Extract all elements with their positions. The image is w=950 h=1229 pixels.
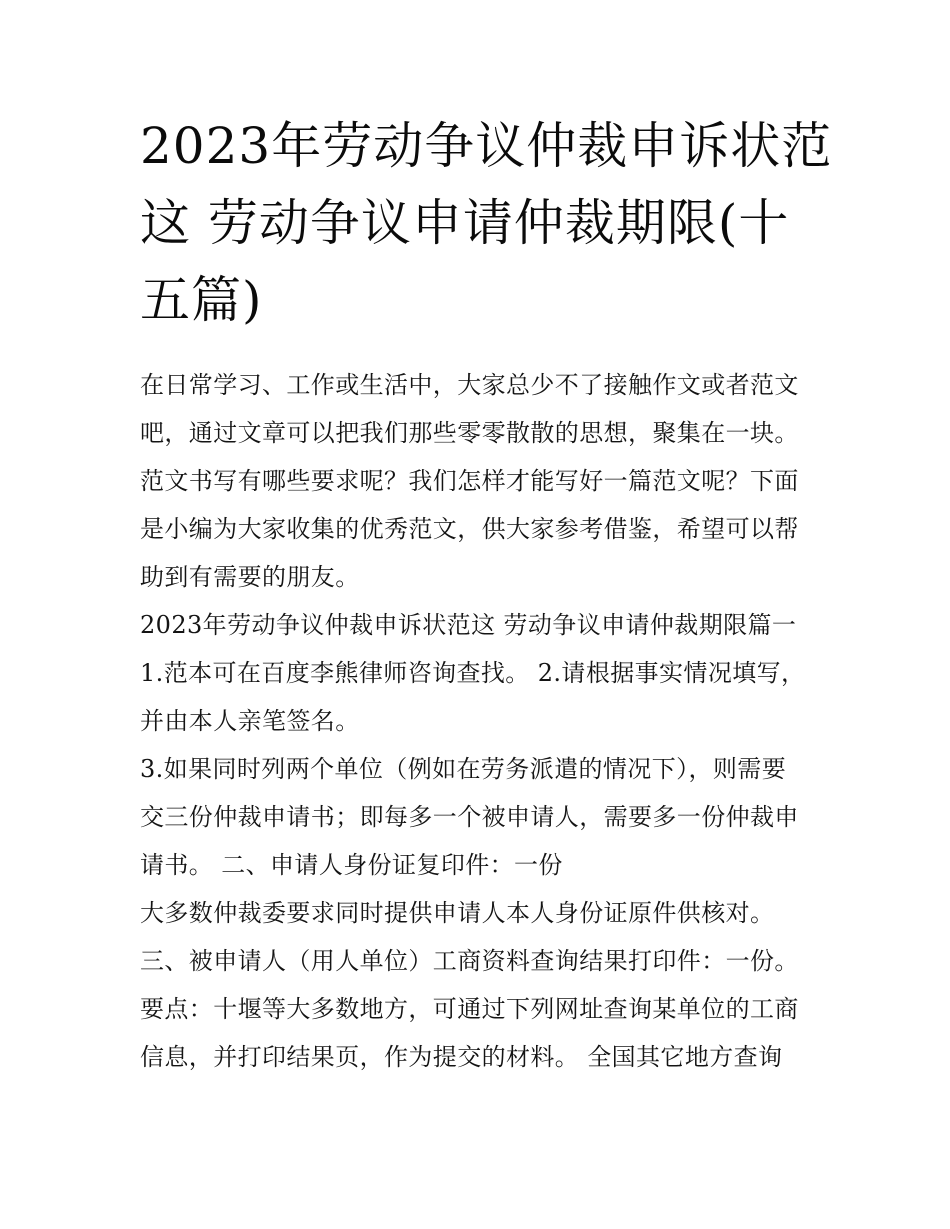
body-line: 并由本人亲笔签名。: [140, 707, 360, 735]
section-heading: 2023年劳动争议仲裁申诉状范这 劳动争议申请仲裁期限篇一: [140, 611, 797, 639]
body-line: 交三份仲裁申请书；即每多一个被申请人，需要多一份仲裁申: [140, 803, 799, 831]
title-line: 2023年劳动争议仲裁申诉状范: [140, 117, 833, 175]
body-line: 要点：十堰等大多数地方，可通过下列网址查询某单位的工商: [140, 995, 799, 1023]
title-line: 五篇): [140, 271, 263, 329]
title-line: 这 劳动争议申请仲裁期限(十: [140, 194, 790, 252]
body-line: 范文书写有哪些要求呢？我们怎样才能写好一篇范文呢？下面: [140, 467, 799, 495]
body-line: 1.范本可在百度李熊律师咨询查找。 2.请根据事实情况填写，: [140, 659, 806, 687]
body-line: 三、被申请人（用人单位）工商资料查询结果打印件：一份。: [140, 947, 799, 975]
document-title: [140, 108, 833, 339]
body-line: 3.如果同时列两个单位（例如在劳务派遣的情况下），则需要: [140, 755, 787, 783]
body-line: 信息，并打印结果页，作为提交的材料。 全国其它地方查询: [140, 1043, 783, 1071]
body-line: 请书。 二、申请人身份证复印件：一份: [140, 851, 563, 879]
document-body: [140, 361, 820, 1081]
body-line: 是小编为大家收集的优秀范文，供大家参考借鉴，希望可以帮: [140, 515, 799, 543]
body-line: 在日常学习、工作或生活中，大家总少不了接触作文或者范文: [140, 371, 799, 399]
body-line: 大多数仲裁委要求同时提供申请人本人身份证原件供核对。: [140, 899, 775, 927]
body-line: 吧，通过文章可以把我们那些零零散散的思想，聚集在一块。: [140, 419, 799, 447]
document-content: [140, 108, 833, 1081]
body-line: 助到有需要的朋友。: [140, 563, 360, 591]
